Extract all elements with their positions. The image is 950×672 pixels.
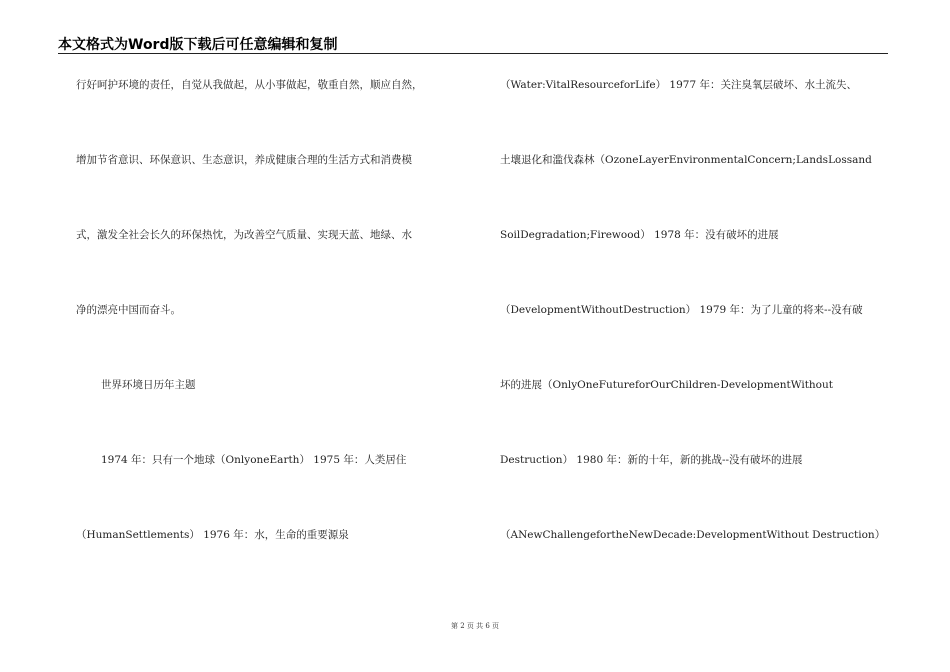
text-line: 行好呵护环境的责任，自觉从我做起，从小事做起，敬重自然，顺应自然， [76,79,423,91]
text-line: （ANewChallengefortheNewDecade:DevelopmentWithout Destruction） [500,529,886,541]
document-header-title: 本文格式为Word版下载后可任意编辑和复制 [58,37,338,53]
text-line: 1974 年：只有一个地球（OnlyoneEarth） 1975 年：人类居住 [101,454,407,466]
header-divider [58,53,888,54]
text-line: Destruction） 1980 年：新的十年，新的挑战--没有破坏的进展 [500,454,803,466]
text-line: SoilDegradation;Firewood） 1978 年：没有破坏的进展 [500,229,779,241]
text-line: 增加节省意识、环保意识、生态意识，养成健康合理的生活方式和消费模 [76,154,412,166]
text-line: 净的漂亮中国而奋斗。 [76,304,181,316]
text-line: （HumanSettlements） 1976 年：水，生命的重要源泉 [76,529,349,541]
text-line: （Water:VitalResourceforLife） 1977 年：关注臭氧层破坏、水土流失、 [500,79,857,91]
text-line: （DevelopmentWithoutDestruction） 1979 年：为了儿童的将来--没有破 [500,304,863,316]
page-number: 第 2 页 共 6 页 [450,622,500,630]
section-heading: 世界环境日历年主题 [101,379,196,391]
text-line: 坏的进展（OnlyOneFutureforOurChildren-DevelopmentWithout [500,379,833,391]
text-line: 式，激发全社会长久的环保热忱，为改善空气质量、实现天蓝、地绿、水 [76,229,412,241]
text-line: 土壤退化和滥伐森林（OzoneLayerEnvironmentalConcern;LandsLossand [500,154,872,166]
